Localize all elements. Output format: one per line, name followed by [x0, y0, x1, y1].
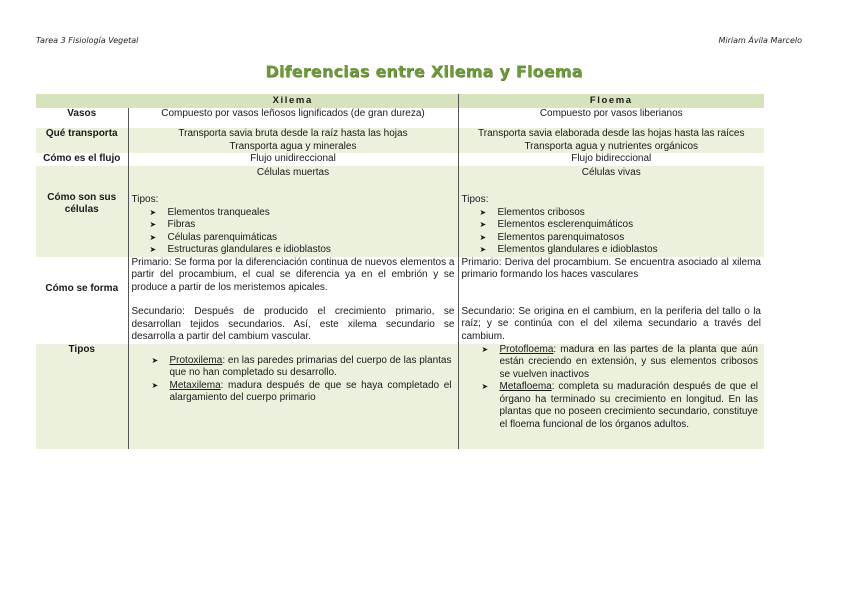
comparison-table: [36, 94, 764, 449]
desc-metafloema: : completa su maduración después de que el órgano ha terminado su crecimiento en longitud. En las plantas que no poseen crecimiento secundario, constituye el floema funcional de los órganos adultos.: [499, 381, 758, 430]
forma-xilema-primario: Primario: Se forma por la diferenciación continua de nuevos elementos a partir del procambium, el cual se diferencia ya en el embrión y se produce a partir de los meristemos apicales.: [131, 256, 455, 293]
list-item: ➤ Células parenquimáticas: [168, 232, 455, 245]
row-label-vasos: Vasos: [36, 108, 128, 128]
list-item: ➤ Elementos cribosos: [498, 207, 762, 220]
transporta-xilema-line-1: Transporta savia bruta desde la raíz hasta las hojas: [178, 128, 408, 139]
cell-flujo-floema: Flujo bidireccional: [458, 153, 764, 166]
header-author: Miriam Ávila Marcelo: [718, 36, 802, 45]
term-protofloema: Protofloema: [499, 343, 554, 355]
page-header: [36, 36, 802, 48]
column-header-floema: Floema: [458, 94, 764, 108]
row-label-flujo: Cómo es el flujo: [36, 153, 128, 166]
cell-tipos-xilema: [128, 344, 458, 449]
term-metaxilema: Metaxilema: [169, 379, 221, 391]
header-empty-cell: [36, 94, 128, 108]
list-item: [500, 344, 759, 382]
transporta-floema-line-2: Transporta agua y nutrientes orgánicos: [524, 140, 699, 152]
row-label-celulas: Cómo son sus células: [36, 166, 128, 257]
celulas-floema-head: Células vivas: [581, 166, 641, 178]
tipos-floema-list: [462, 344, 759, 432]
cell-celulas-xilema: [128, 166, 458, 257]
list-item: ➤ Estructuras glandulares e idioblastos: [168, 244, 455, 257]
list-item: ➤ Elementos parenquimatosos: [498, 232, 762, 245]
celulas-floema-tipos-label: Tipos:: [461, 194, 489, 205]
cell-flujo-xilema: Flujo unidireccional: [128, 153, 458, 166]
desc-protoxilema: : en las paredes primarias del cuerpo de las plantas que no han completado su desarrollo.: [169, 354, 452, 378]
list-item: ➤ Fibras: [168, 219, 455, 232]
transporta-xilema-line-2: Transporta agua y minerales: [229, 140, 357, 152]
desc-protofloema: : madura en las partes de la planta que aún están creciendo en extensión, y sus elementos cribosos se vuelven inactivos: [499, 343, 758, 380]
list-item: [500, 381, 759, 431]
table-row-forma: [36, 257, 764, 344]
transporta-floema-line-1: Transporta savia elaborada desde las hojas hasta las raíces: [478, 128, 745, 139]
header-assignment: Tarea 3 Fisiología Vegetal: [36, 36, 139, 45]
list-item: [170, 380, 452, 405]
cell-forma-xilema: [128, 257, 458, 344]
row-label-tipos: Tipos: [36, 344, 128, 449]
row-label-forma: Cómo se forma: [36, 257, 128, 344]
forma-xilema-secundario: Secundario: Después de producido el crecimiento primario, se desarrollan tejidos secundarios. Así, este xilema secundario se desarrolla a partir del cambium vascular.: [131, 306, 455, 342]
cell-tipos-floema: [458, 344, 764, 449]
table-row-tipos: [36, 344, 764, 449]
table-row-celulas: [36, 166, 764, 257]
row-label-transporta: Qué transporta: [36, 128, 128, 153]
forma-floema-secundario: Secundario: Se origina en el cambium, en la periferia del tallo o la raíz; y se continúa con el del xilema secundario a través del cambium.: [461, 305, 761, 342]
list-item: ➤ Elementos esclerenquimáticos: [498, 219, 762, 232]
cell-celulas-floema: [458, 166, 764, 257]
desc-metaxilema: : madura después de que se haya completado el alargamiento del cuerpo primario: [169, 379, 452, 403]
table-header-row: [36, 94, 764, 108]
term-protoxilema: Protoxilema: [169, 354, 223, 366]
list-item: ➤ Elementos glandulares e idioblastos: [498, 244, 762, 257]
celulas-xilema-head: Células muertas: [256, 166, 330, 178]
term-metafloema: Metafloema: [499, 381, 552, 392]
table-row-flujo: [36, 153, 764, 166]
cell-vasos-floema: Compuesto por vasos liberianos: [458, 108, 764, 128]
list-item: [170, 355, 452, 380]
table-row-transporta: [36, 128, 764, 153]
celulas-xilema-tipos-label: Tipos:: [131, 194, 159, 205]
celulas-xilema-list: [132, 207, 455, 257]
column-header-xilema: Xilema: [128, 94, 458, 108]
cell-vasos-xilema: Compuesto por vasos leñosos lignificados (de gran dureza): [128, 108, 458, 128]
cell-transporta-xilema: [128, 128, 458, 153]
document-title: Diferencias entre Xilema y Floema: [265, 62, 583, 81]
celulas-floema-list: [462, 207, 762, 257]
table-row-vasos: [36, 108, 764, 128]
list-item: ➤ Elementos tranqueales: [168, 207, 455, 220]
forma-floema-primario: Primario: Deriva del procambium. Se encuentra asociado al xilema primario formando los haces vasculares: [461, 256, 761, 280]
cell-forma-floema: [458, 257, 764, 344]
tipos-xilema-list: [132, 355, 452, 405]
cell-transporta-floema: [458, 128, 764, 153]
